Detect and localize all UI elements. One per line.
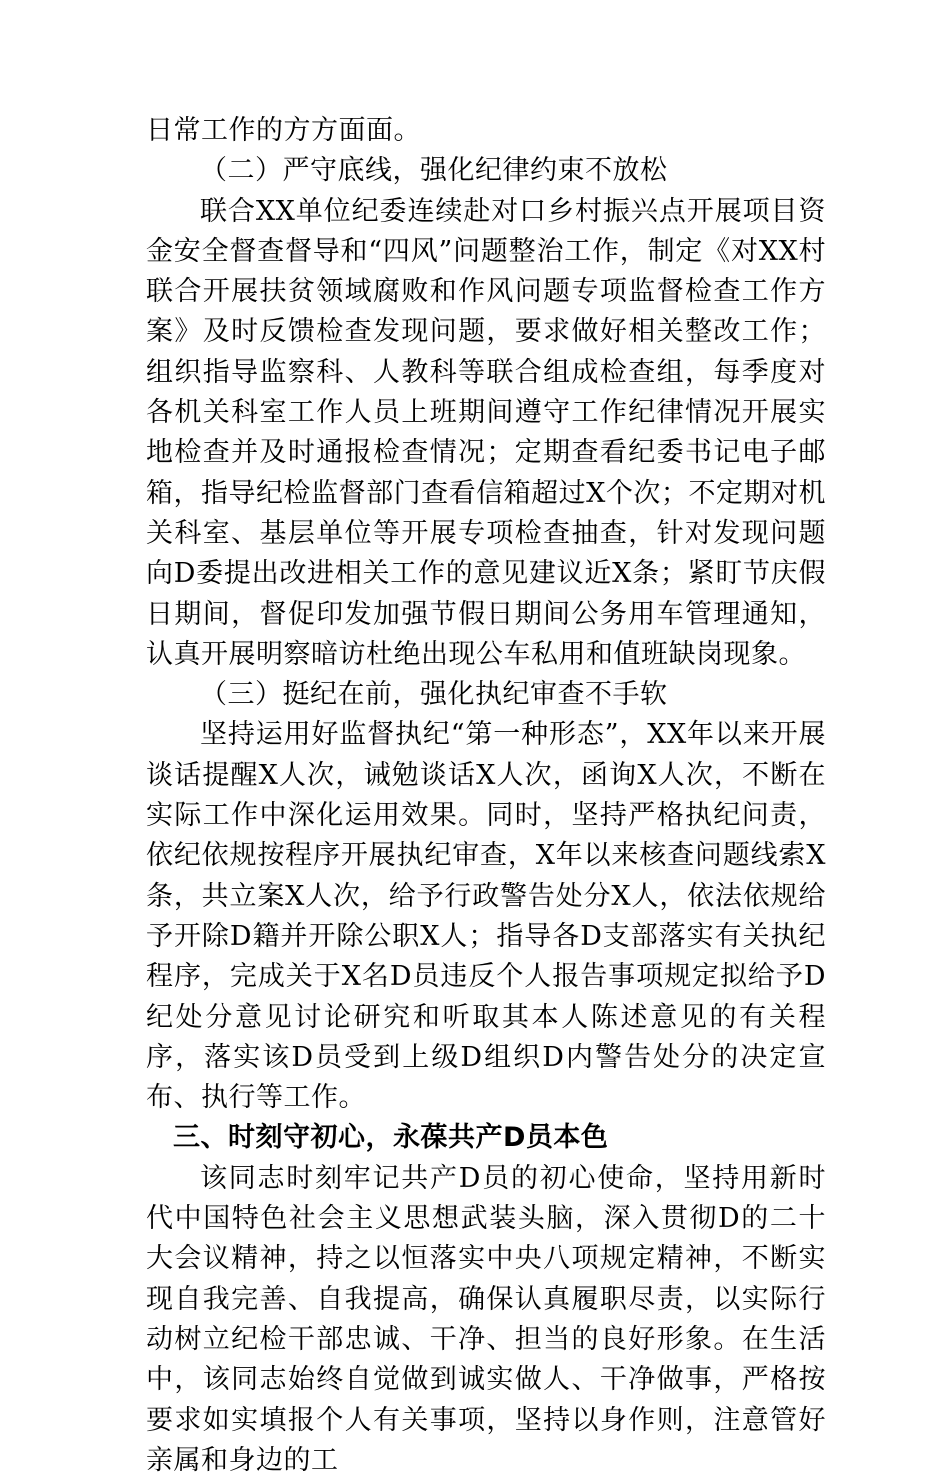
paragraph-original-aspiration: 该同志时刻牢记共产D员的初心使命，坚持用新时代中国特色社会主义思想武装头脑，深入贯彻D的二十大会议精神，持之以恒落实中央八项规定精神，不断实现自我完善、自我提高，确保认真履职尽责，以实际行动树立纪检干部忠诚、干净、担当的良好形象。在生活中，该同志始终自觉做到诚实做人、干净做事，严格按要求如实填报个人有关事项，坚持以身作则，注意管好亲属和身边的工	[146, 1162, 826, 1476]
document-body	[146, 111, 826, 1481]
section-subheading-2: （二）严守底线，强化纪律约束不放松	[200, 155, 668, 187]
section-heading-3: 三、时刻守初心，永葆共产D员本色	[173, 1122, 609, 1154]
paragraph-enforcement: 坚持运用好监督执纪“第一种形态”，XX年以来开展谈话提醒X人次，诫勉谈话X人次，函询X人次，不断在实际工作中深化运用效果。同时，坚持严格执纪问责，依纪依规按程序开展执纪审查，X年以来核查问题线索X条，共立案X人次，给予行政警告处分X人，依法依规给予开除D籍并开除公职X人；指导各D支部落实有关执纪程序，完成关于X名D员违反个人报告事项规定拟给予D纪处分意见讨论研究和听取其本人陈述意见的有关程序，落实该D员受到上级D组织D内警告处分的决定宣布、执行等工作。	[146, 719, 826, 1114]
paragraph-discipline: 联合XX单位纪委连续赴对口乡村振兴点开展项目资金安全督查督导和“四风”问题整治工作，制定《对XX村联合开展扶贫领域腐败和作风问题专项监督检查工作方案》及时反馈检查发现问题，要求做好相关整改工作；组织指导监察科、人教科等联合组成检查组，每季度对各机关科室工作人员上班期间遵守工作纪律情况开展实地检查并及时通报检查情况；定期查看纪委书记电子邮箱，指导纪检监督部门查看信箱超过X个次；不定期对机关科室、基层单位等开展专项检查抽查，针对发现问题向D委提出改进相关工作的意见建议近X条；紧盯节庆假日期间，督促印发加强节假日期间公务用车管理通知，认真开展明察暗访杜绝出现公车私用和值班缺岗现象。	[146, 195, 826, 670]
paragraph-continuation: 日常工作的方方面面。	[146, 115, 421, 146]
section-subheading-3: （三）挺纪在前，强化执纪审查不手软	[200, 679, 668, 711]
